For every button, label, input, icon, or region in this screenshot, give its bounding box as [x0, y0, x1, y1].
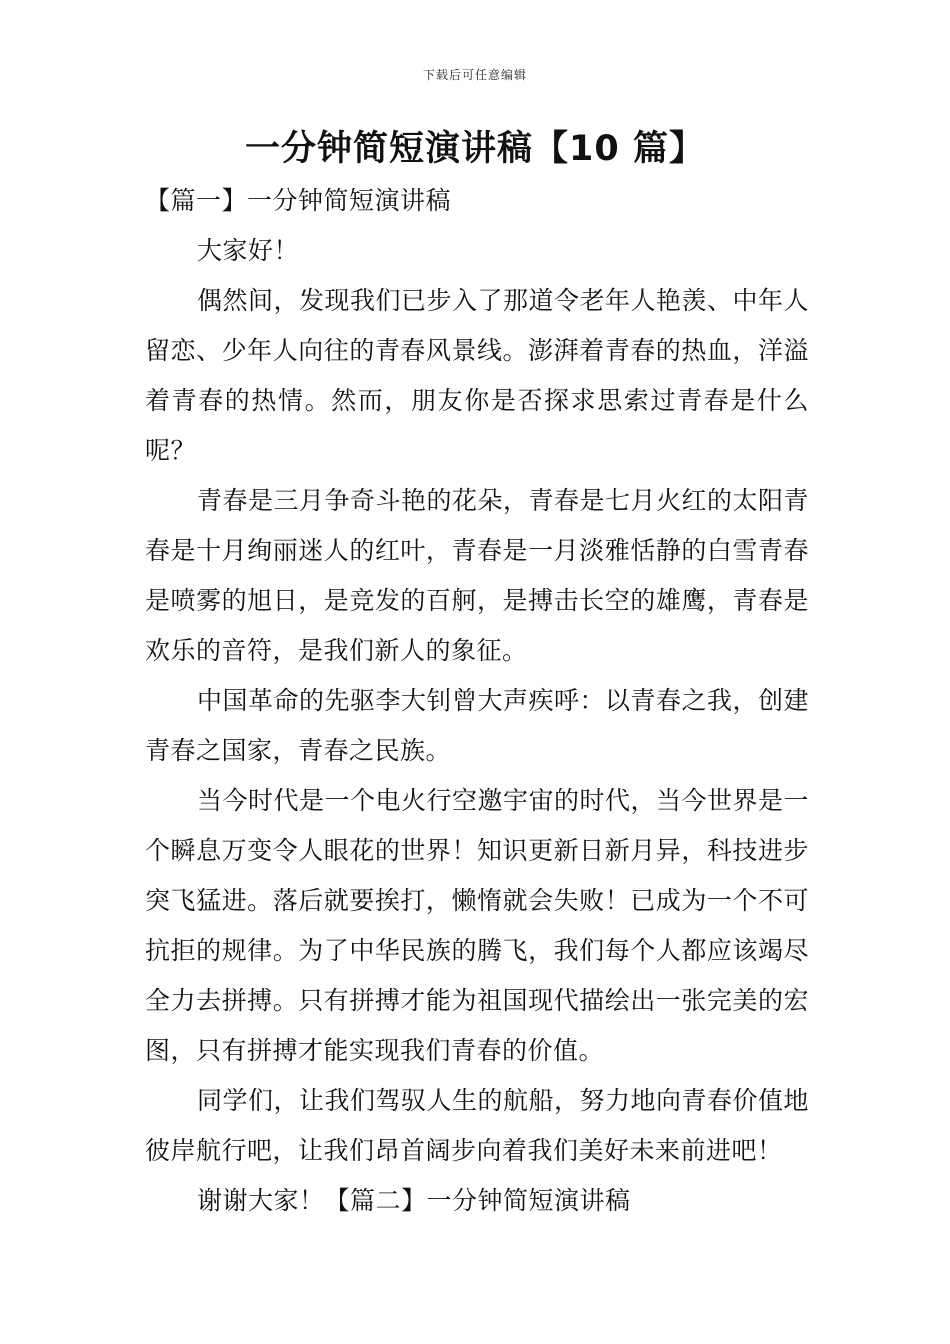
paragraph-era: 当今时代是一个电火行空邀宇宙的时代，当今世界是一个瞬息万变令人眼花的世界！知识更新日新月异，科技进步突飞猛进。落后就要挨打，懒惰就会失败！已成为一个不可抗拒的规律。为了中华民族的腾飞，我们每个人都应该竭尽全力去拼搏。只有拼搏才能为祖国现代描绘出一张完美的宏图，只有拼搏才能实现我们青春的价值。: [145, 786, 810, 1065]
document-body: [145, 176, 809, 1226]
header-note: 下载后可任意编辑: [422, 68, 527, 82]
paragraph-intro: 偶然间，发现我们已步入了那道令老年人艳羡、中年人留恋、少年人向往的青春风景线。澎湃着青春的热血，洋溢着青春的热情。然而，朋友你是否探求思索过青春是什么呢？: [145, 286, 810, 465]
section-heading: 【篇一】一分钟简短演讲稿: [145, 186, 452, 215]
paragraph-closing: 谢谢大家！【篇二】一分钟简短演讲稿: [197, 1186, 631, 1215]
paragraph-youth-metaphors: 青春是三月争奇斗艳的花朵，青春是七月火红的太阳青春是十月绚丽迷人的红叶，青春是一月淡雅恬静的白雪青春是喷雾的旭日，是竞发的百舸，是搏击长空的雄鹰，青春是欢乐的音符，是我们新人的象征。: [145, 486, 810, 665]
paragraph-call-to-action: 同学们，让我们驾驭人生的航船，努力地向青春价值地彼岸航行吧，让我们昂首阔步向着我们美好未来前进吧！: [145, 1086, 810, 1165]
document-title: 一分钟简短演讲稿【10 篇】: [245, 129, 705, 169]
paragraph-greeting: 大家好！: [197, 236, 300, 265]
paragraph-quote: 中国革命的先驱李大钊曾大声疾呼：以青春之我，创建青春之国家，青春之民族。: [145, 686, 810, 765]
